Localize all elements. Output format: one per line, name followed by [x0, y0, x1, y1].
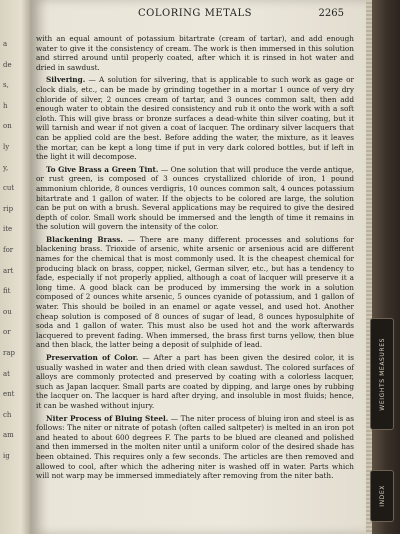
- paragraph-text: — There are many different processes and solutions for blackening brass. Trioxide of arsenic, white arsenic or arsenious acid are different names for the chemical that is most commonly used. It is the cheapest chemical for producing black on brass, copper, nickel, German silver, etc., but has a tendency to fade, especially if not properly applied, although a coat of lacquer will preserve it a long time. A good black can be produced by immersing the work in a solution composed of 2 ounces white arsenic, 5 ounces cyanide of potassium, and 1 gallon of water. This should be boiled in an enamel or agate vessel, and used hot. Another cheap solution is composed of 8 ounces of sugar of lead, 8 ounces hyposulphite of soda and 1 gallon of water. This must also be used hot and the work afterwards lacquered to prevent fading. When immersed, the brass first turns yellow, then blue and then black, the latter being a deposit of sulphide of lead.: [36, 234, 354, 350]
- previous-page-fragment: ent: [3, 390, 15, 399]
- previous-page-fragment: y,: [3, 163, 9, 172]
- thumb-index-tab-index[interactable]: [370, 470, 394, 522]
- paragraph-blackening-brass: [36, 235, 354, 350]
- previous-page-fragment: h: [3, 101, 8, 110]
- previous-page-fragment: art: [3, 266, 14, 275]
- previous-page-fragment: de: [3, 60, 12, 69]
- paragraph-text: — The niter process of bluing iron and steel is as follows: The niter or nitrate of potash (often called saltpeter) is melted in an iron pot and heated to about 600 degrees F. The parts to be blued are cleaned and polished and then immersed in the molten niter until a uniform color of the desired shade has been obtained. This requires only a few seconds. The articles are then removed and allowed to cool, after which the adhering niter is washed off in water. Parts which will not warp may be immersed immediately after removing from the niter bath.: [36, 413, 354, 481]
- paragraph-intro: [36, 34, 354, 72]
- previous-page-fragment: ite: [3, 225, 13, 234]
- paragraph-text: — After a part has been given the desired color, it is usually washed in water and then dried with clean sawdust. The colored surfaces of alloys are commonly protected and preserved by coating with a colorless lacquer, such as Japan lacquer. Small parts are coated by dipping, and large ones by rubbing the lacquer on. The lacquer is hard after drying, and insoluble in most fluids; hence, it can be washed without injury.: [36, 353, 354, 410]
- section-heading: Blackening Brass.: [46, 234, 123, 244]
- thumb-tab-label: INDEX: [378, 485, 386, 507]
- section-heading: Niter Process of Bluing Steel.: [46, 413, 169, 423]
- running-head: COLORING METALS: [138, 8, 252, 19]
- page-header: [30, 6, 366, 20]
- previous-page-fragment: ch: [3, 410, 12, 419]
- paragraph-green-tint: [36, 165, 354, 232]
- thumb-index-tab-weights-measures[interactable]: [370, 318, 394, 430]
- paragraph-text: with an equal amount of potassium bitartrate (cream of tartar), and add enough water to give it the consistency of cream. The work is then immersed in this solution and stirred around until properly coated, after which it is rinsed in hot water and dried in sawdust.: [36, 34, 354, 72]
- previous-page-fragment: at: [3, 369, 10, 378]
- previous-page-fragment: am: [3, 431, 14, 440]
- section-heading: Preservation of Color.: [46, 353, 139, 362]
- previous-page-fragment: ou: [3, 307, 12, 316]
- previous-page-fragment: rip: [3, 204, 14, 213]
- previous-page-edge: [0, 0, 30, 534]
- previous-page-fragment: on: [3, 122, 12, 131]
- paragraph-text: — One solution that will produce the verde antique, or rust green, is composed of 3 ounces crystallized chloride of iron, 1 pound ammonium chloride, 8 ounces verdigris, 10 ounces common salt, 4 ounces potassium bitartrate and 1 gallon of water. If the objects to be colored are large, the solution can be put on with a brush. Several applications may be required to give the desired depth of color. Small work should be immersed and the length of time it remains in the solution will govern the intensity of the color.: [36, 164, 354, 232]
- paragraph-silvering: [36, 75, 354, 161]
- page-number: 2265: [318, 8, 344, 19]
- section-heading: Silvering.: [46, 75, 86, 85]
- page-stack-edge: [366, 0, 372, 534]
- previous-page-fragment: ig: [3, 451, 10, 460]
- previous-page-fragment: for: [3, 245, 14, 254]
- thumb-tab-label: WEIGHTS MEASURES: [378, 337, 386, 411]
- paragraph-preservation: [36, 353, 354, 411]
- body-text: [36, 34, 354, 481]
- section-heading: To Give Brass a Green Tint.: [46, 164, 159, 174]
- previous-page-fragment: fit: [3, 287, 11, 296]
- previous-page-fragment: or: [3, 328, 11, 337]
- previous-page-fragment: ly: [3, 142, 10, 151]
- paragraph-text: — A solution for silvering, that is applicable to such work as gage or clock dials, etc., can be made by grinding together in a mortar 1 ounce of very dry chloride of silver, 2 ounces cream of tartar, and 3 ounces common salt, then add enough water to obtain the desired consistency and rub it onto the work with a soft cloth. This will give brass or bronze surfaces a dead-white thin silver coating, but it will tarnish and wear if not given a coat of lacquer. The ordinary silver lacquers that can be applied cold are the best. Before adding the water, the mixture, as it leaves the mortar, can be kept a long time if put in very dark colored bottles, but if left in the light it will decompose.: [36, 75, 354, 162]
- book-page: [30, 0, 366, 534]
- book-edge: [366, 0, 400, 534]
- previous-page-fragment: rap: [3, 348, 16, 357]
- previous-page-fragment: cut: [3, 184, 15, 193]
- paragraph-niter-bluing: [36, 414, 354, 481]
- previous-page-fragment: s,: [3, 81, 9, 90]
- previous-page-fragment: a: [3, 40, 8, 48]
